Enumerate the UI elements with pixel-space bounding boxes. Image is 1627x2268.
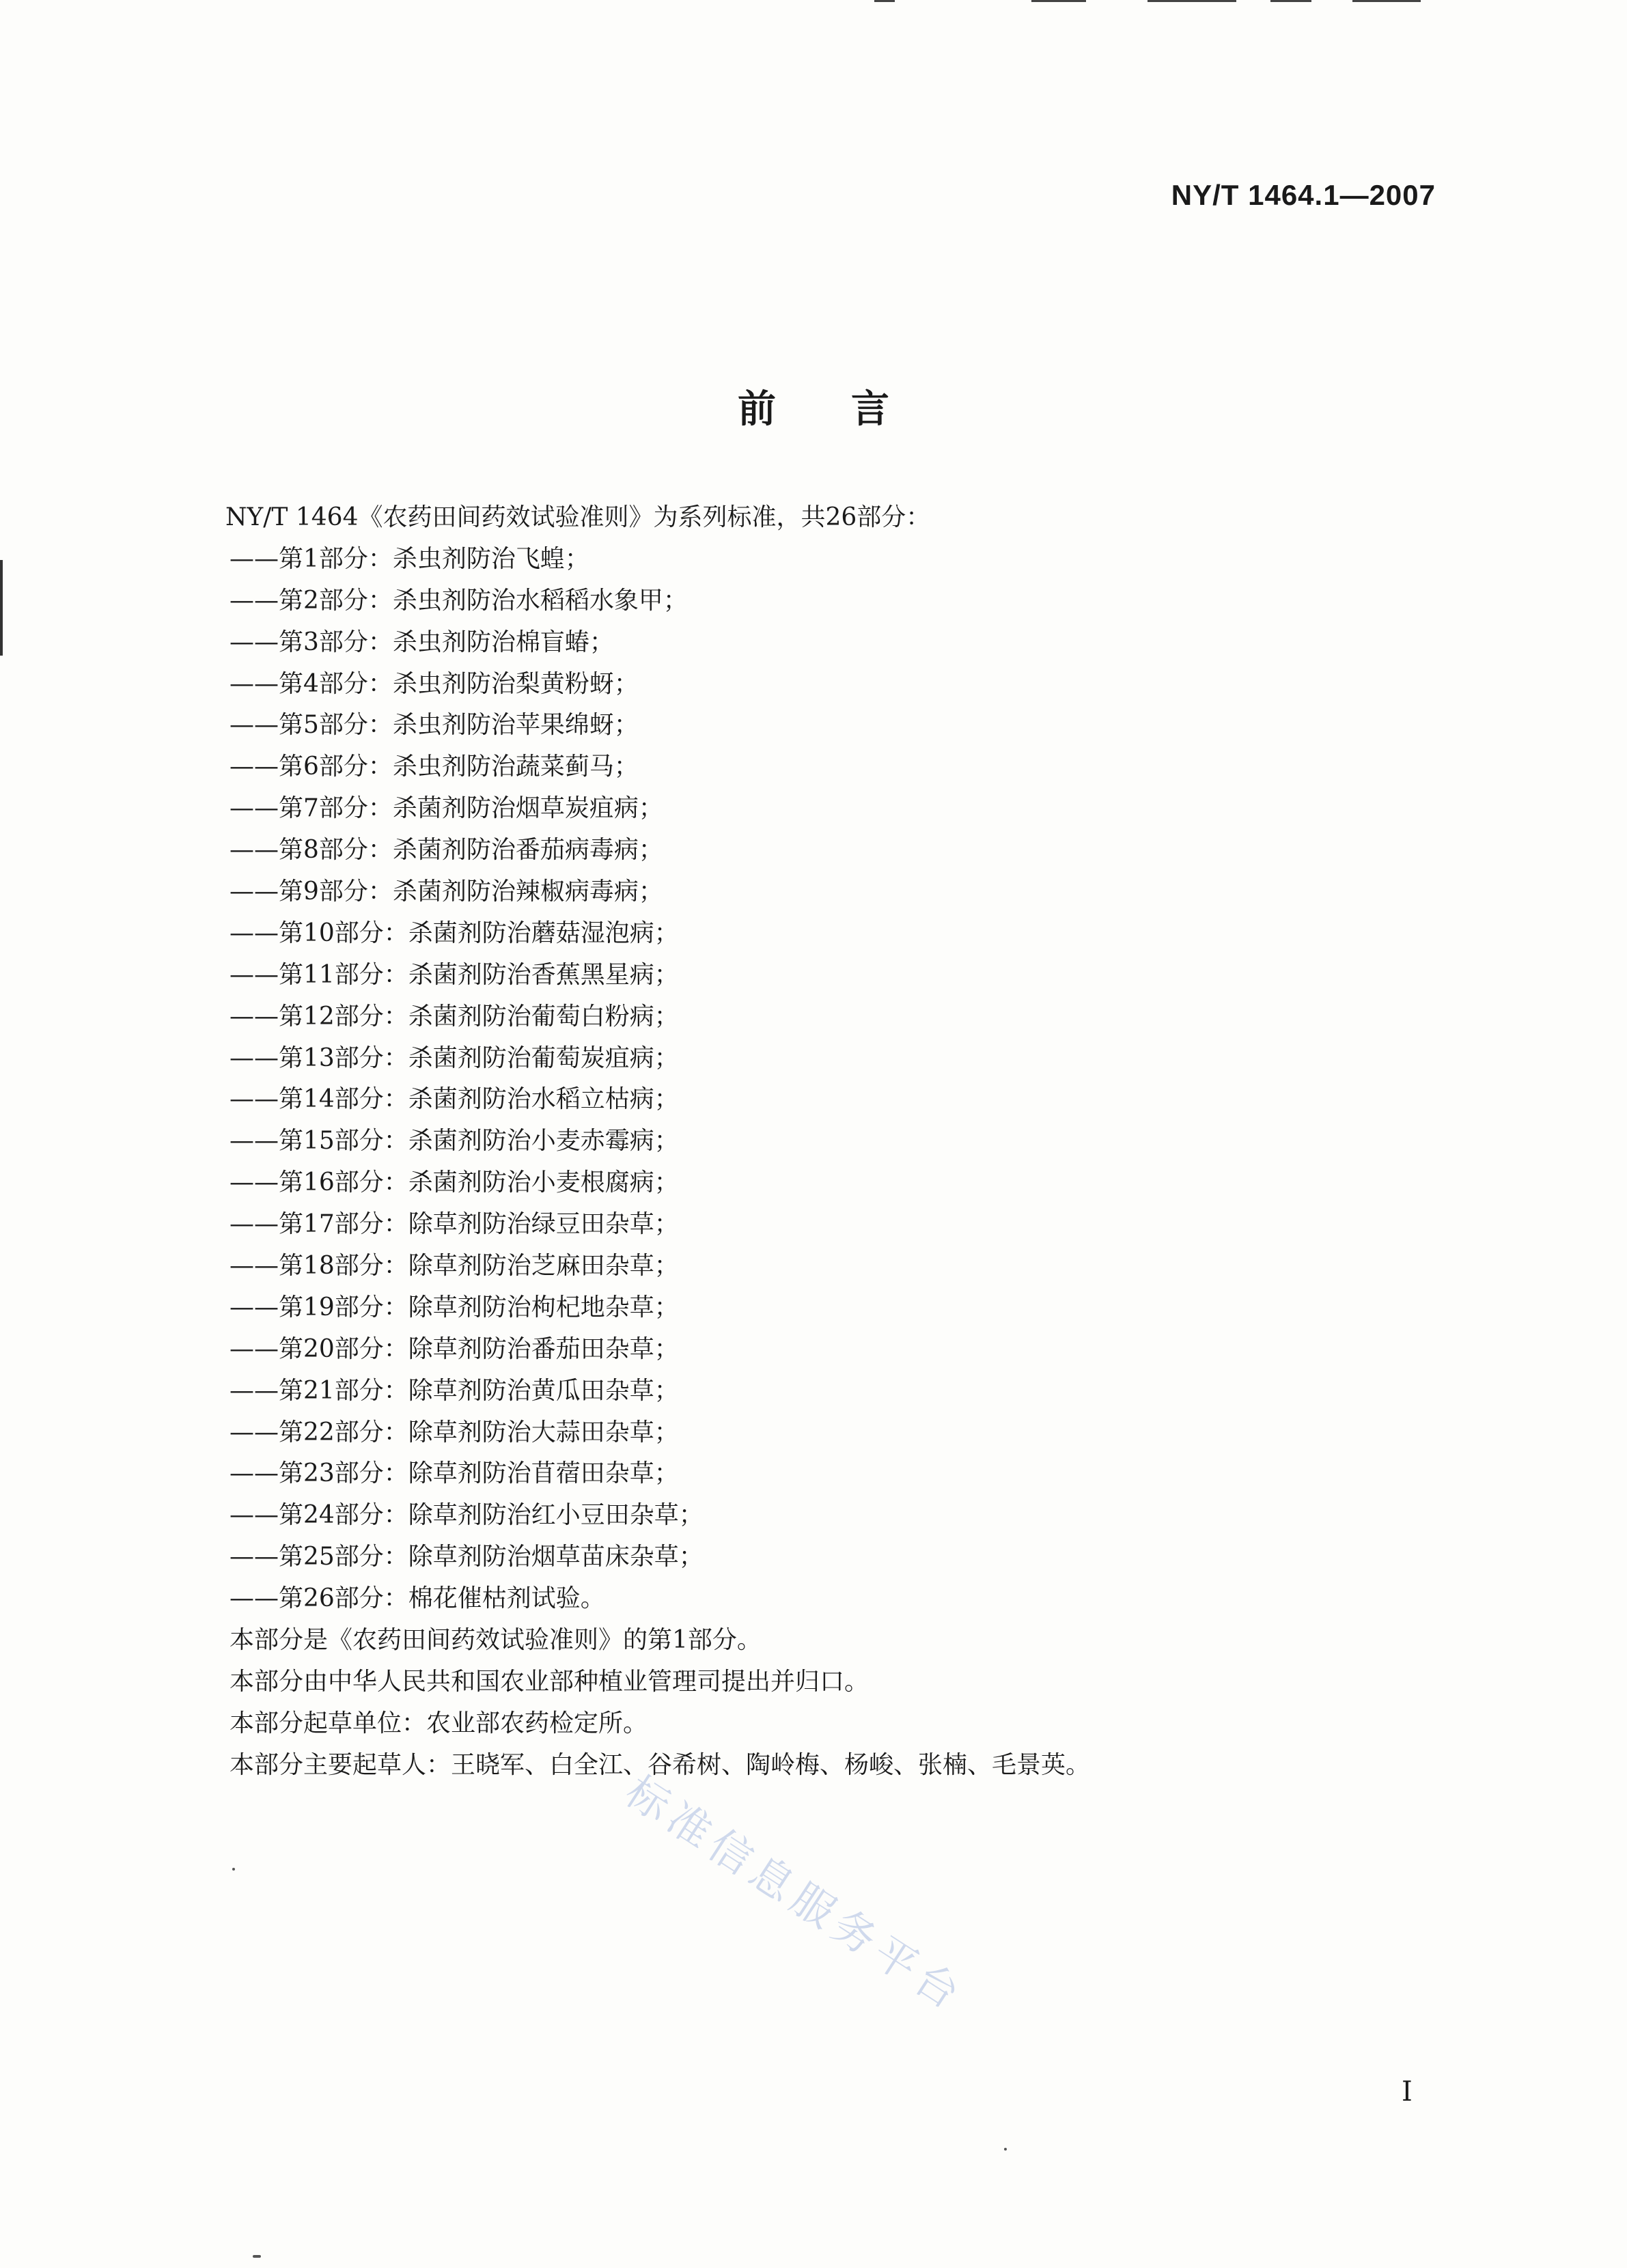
part-item: ——第19部分：除草剂防治枸杞地杂草； [230,1293,679,1321]
part-item: ——第6部分：杀虫剂防治蔬菜蓟马； [230,753,639,781]
part-item: ——第9部分：杀菌剂防治辣椒病毒病； [230,878,663,906]
part-item: ——第25部分：除草剂防治烟草苗床杂草； [230,1543,704,1571]
part-item: ——第2部分：杀虫剂防治水稻稻水象甲； [230,586,688,615]
part-item: ——第14部分：杀菌剂防治水稻立枯病； [230,1085,679,1114]
part-item: ——第8部分：杀菌剂防治番茄病毒病； [230,836,663,865]
part-item: ——第21部分：除草剂防治黄瓜田杂草； [230,1376,679,1405]
scan-edge-marks [874,0,1421,4]
part-item: ——第16部分：杀菌剂防治小麦根腐病； [230,1168,679,1197]
closing-paragraph: 本部分起草单位：农业部农药检定所。 [230,1709,648,1737]
part-item: ——第12部分：杀菌剂防治葡萄白粉病； [230,1002,679,1031]
page-number: I [1402,2076,1413,2108]
part-item: ——第23部分：除草剂防治苜蓿田杂草； [230,1459,679,1488]
part-item: ——第3部分：杀虫剂防治棉盲蝽； [230,628,614,656]
part-item: ——第11部分：杀菌剂防治香蕉黑星病； [230,960,679,989]
part-item: ——第13部分：杀菌剂防治葡萄炭疽病； [230,1044,679,1072]
part-item: ——第1部分：杀虫剂防治飞蝗； [230,544,589,573]
scan-speck [253,2255,261,2258]
part-item: ——第17部分：除草剂防治绿豆田杂草； [230,1210,679,1239]
part-item: ——第24部分：除草剂防治红小豆田杂草； [230,1501,704,1530]
intro-paragraph: NY/T 1464《农药田间药效试验准则》为系列标准，共26部分： [225,503,931,531]
scan-left-edge-mark [0,560,3,656]
part-item: ——第20部分：除草剂防治番茄田杂草； [230,1334,679,1363]
standard-number: NY/T 1464.1—2007 [1171,179,1436,211]
scan-speck [1004,2148,1007,2151]
scan-speck [232,1868,235,1871]
part-item: ——第5部分：杀虫剂防治苹果绵蚜； [230,711,639,740]
part-item: ——第18部分：除草剂防治芝麻田杂草； [230,1252,679,1280]
part-item: ——第7部分：杀菌剂防治烟草炭疽病； [230,794,663,823]
part-item: ——第4部分：杀虫剂防治梨黄粉蚜； [230,669,639,698]
closing-paragraph: 本部分是《农药田间药效试验准则》的第1部分。 [230,1626,762,1655]
closing-paragraph: 本部分主要起草人：王晓军、白全江、谷希树、陶岭梅、杨峻、张楠、毛景英。 [230,1750,1091,1779]
part-item: ——第10部分：杀菌剂防治蘑菇湿泡病； [230,919,679,947]
page-title: 前言 [738,387,964,432]
part-item: ——第26部分：棉花催枯剂试验。 [230,1584,605,1613]
watermark: 标准信息服务平台 [617,1765,975,2022]
document-body [225,497,1455,1787]
closing-paragraph: 本部分由中华人民共和国农业部种植业管理司提出并归口。 [230,1667,870,1696]
part-item: ——第22部分：除草剂防治大蒜田杂草； [230,1418,679,1446]
part-item: ——第15部分：杀菌剂防治小麦赤霉病； [230,1127,679,1156]
